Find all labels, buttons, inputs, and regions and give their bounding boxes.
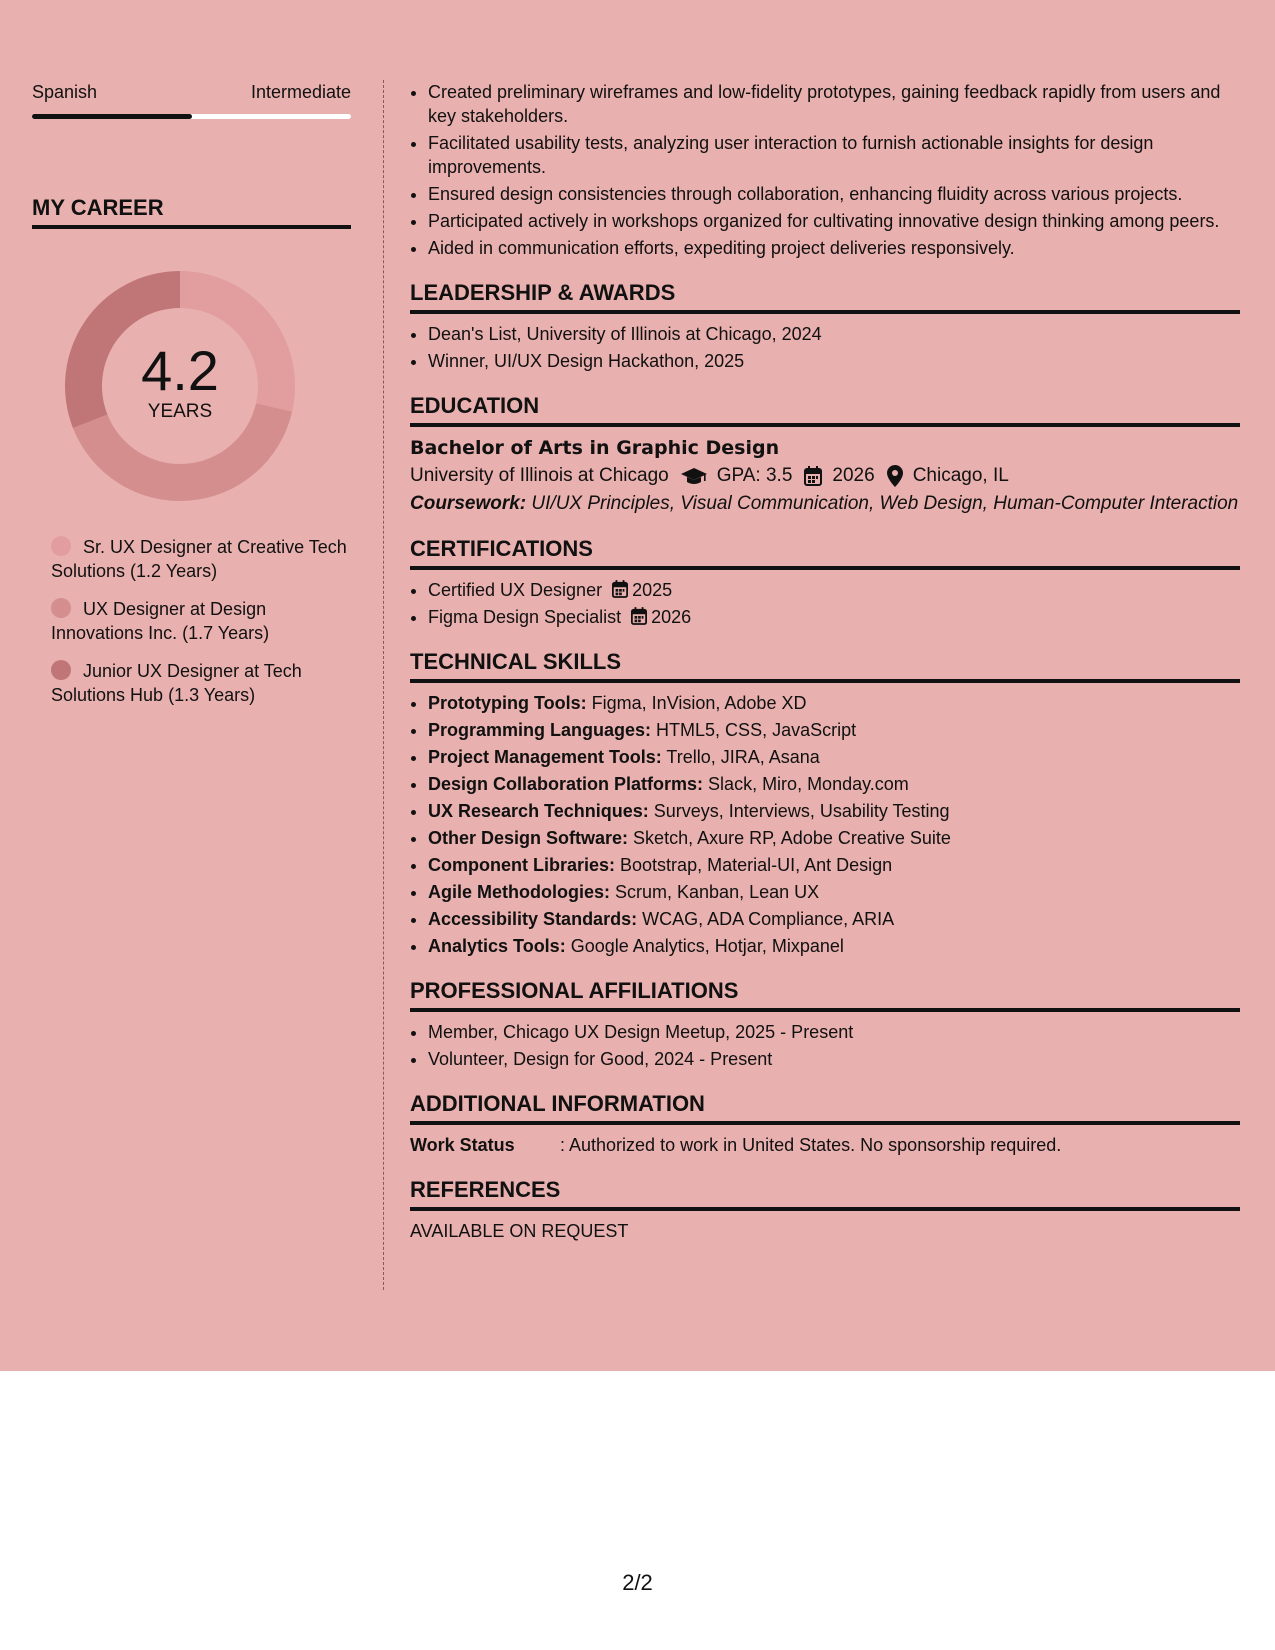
language-level: Intermediate [250,82,351,102]
leadership-title: LEADERSHIP & AWARDS [410,280,1240,314]
skill-value: Trello, JIRA, Asana [666,747,820,767]
list-item [428,691,1240,715]
list-item: • Aided in communication efforts, expediting project deliveries responsively. [428,236,1240,260]
list-item [428,605,1240,629]
skill-label: Programming Languages: [428,720,652,740]
career-total-unit: YEARS [147,401,213,422]
language-name: Spanish [32,82,98,102]
career-donut-chart [65,271,295,501]
skill-value: HTML5, CSS, JavaScript [656,720,857,740]
list-item [428,718,1240,742]
list-item: • Member, Chicago UX Design Meetup, 2025 - Present [428,1020,1240,1044]
location-pin-icon [887,465,903,487]
skills-title: TECHNICAL SKILLS [410,649,1240,683]
list-item: • Volunteer, Design for Good, 2024 - Present [428,1047,1240,1071]
skill-label: Other Design Software: [428,828,629,848]
skill-value: Sketch, Axure RP, Adobe Creative Suite [633,828,951,848]
list-item [428,799,1240,823]
calendar-icon [804,466,822,486]
list-item: • Created preliminary wireframes and low-fidelity prototypes, gaining feedback rapidly from users and key stakeholders. [428,80,1240,128]
certification-name: Figma Design Specialist [428,607,622,627]
affiliations-list [410,1020,1240,1071]
list-item [428,745,1240,769]
skill-label: UX Research Techniques: [428,801,649,821]
list-item [428,880,1240,904]
skill-label: Prototyping Tools: [428,693,587,713]
language-row [32,80,351,104]
references-title: REFERENCES [410,1177,1240,1211]
skill-label: Analytics Tools: [428,936,566,956]
school-name: University of Illinois at Chicago [410,465,669,486]
skill-label: Accessibility Standards: [428,909,638,929]
coursework-label: Coursework: [410,493,527,514]
skill-value: Scrum, Kanban, Lean UX [615,882,820,902]
certification-name: Certified UX Designer [428,580,603,600]
skill-value: Figma, InVision, Adobe XD [591,693,807,713]
graduation-year: 2026 [832,465,875,486]
skill-label: Design Collaboration Platforms: [428,774,704,794]
legend-label: UX Designer at Design Innovations Inc. (1.7 Years) [51,599,270,643]
legend-label: Sr. UX Designer at Creative Tech Solutions (1.2 Years) [51,537,347,581]
career-legend [32,535,351,707]
list-item [428,934,1240,958]
degree-name: Bachelor of Arts in Graphic Design [410,437,780,459]
work-status-row [410,1133,1240,1157]
legend-dot [51,536,71,556]
affiliations-title: PROFESSIONAL AFFILIATIONS [410,978,1240,1012]
skill-value: Surveys, Interviews, Usability Testing [653,801,950,821]
additional-info-title: ADDITIONAL INFORMATION [410,1091,1240,1125]
certification-year: 2026 [651,607,692,627]
certifications-title: CERTIFICATIONS [410,536,1240,570]
list-item: • Facilitated usability tests, analyzing user interaction to furnish actionable insights for design improvements. [428,131,1240,179]
language-proficiency-bar [32,114,351,119]
right-column [410,80,1240,1243]
experience-bullets [410,80,1240,260]
skill-label: Agile Methodologies: [428,882,610,902]
legend-label: Junior UX Designer at Tech Solutions Hub (1.3 Years) [51,661,302,705]
skill-value: WCAG, ADA Compliance, ARIA [642,909,895,929]
gpa: GPA: 3.5 [716,465,793,486]
legend-dot [51,598,71,618]
work-status-label: Work Status [410,1135,515,1155]
list-item [428,907,1240,931]
legend-item [51,535,351,583]
calendar-icon [612,580,628,598]
skill-value: Google Analytics, Hotjar, Mixpanel [570,936,844,956]
skills-list [410,691,1240,958]
certifications-list [410,578,1240,629]
column-divider [383,80,384,1290]
education-title: EDUCATION [410,393,1240,427]
legend-dot [51,660,71,680]
certification-year: 2025 [632,580,673,600]
career-title: MY CAREER [32,195,351,229]
list-item: • Dean's List, University of Illinois at Chicago, 2024 [428,322,1240,346]
list-item [428,853,1240,877]
education-location: Chicago, IL [912,465,1009,486]
legend-item [51,659,351,707]
career-total-value: 4.2 [141,339,219,402]
list-item [428,578,1240,602]
work-status-value: : Authorized to work in United States. No sponsorship required. [560,1135,1062,1155]
coursework [410,491,1240,516]
calendar-icon [631,607,647,625]
list-item [428,826,1240,850]
leadership-list [410,322,1240,373]
left-column [32,80,351,721]
graduation-cap-icon [681,466,707,486]
list-item: • Winner, UI/UX Design Hackathon, 2025 [428,349,1240,373]
skill-label: Component Libraries: [428,855,616,875]
skill-value: Bootstrap, Material-UI, Ant Design [620,855,893,875]
list-item [428,772,1240,796]
skill-value: Slack, Miro, Monday.com [708,774,909,794]
legend-item [51,597,351,645]
list-item: • Participated actively in workshops organized for cultivating innovative design thinking among peers. [428,209,1240,233]
coursework-list: UI/UX Principles, Visual Communication, Web Design, Human-Computer Interaction [531,493,1239,514]
education-details [410,461,1240,491]
list-item: • Ensured design consistencies through collaboration, enhancing fluidity across various projects. [428,182,1240,206]
page-number: 2/2 [622,1570,653,1595]
skill-label: Project Management Tools: [428,747,662,767]
references-text: AVAILABLE ON REQUEST [410,1221,629,1241]
language-proficiency-fill [32,114,192,119]
